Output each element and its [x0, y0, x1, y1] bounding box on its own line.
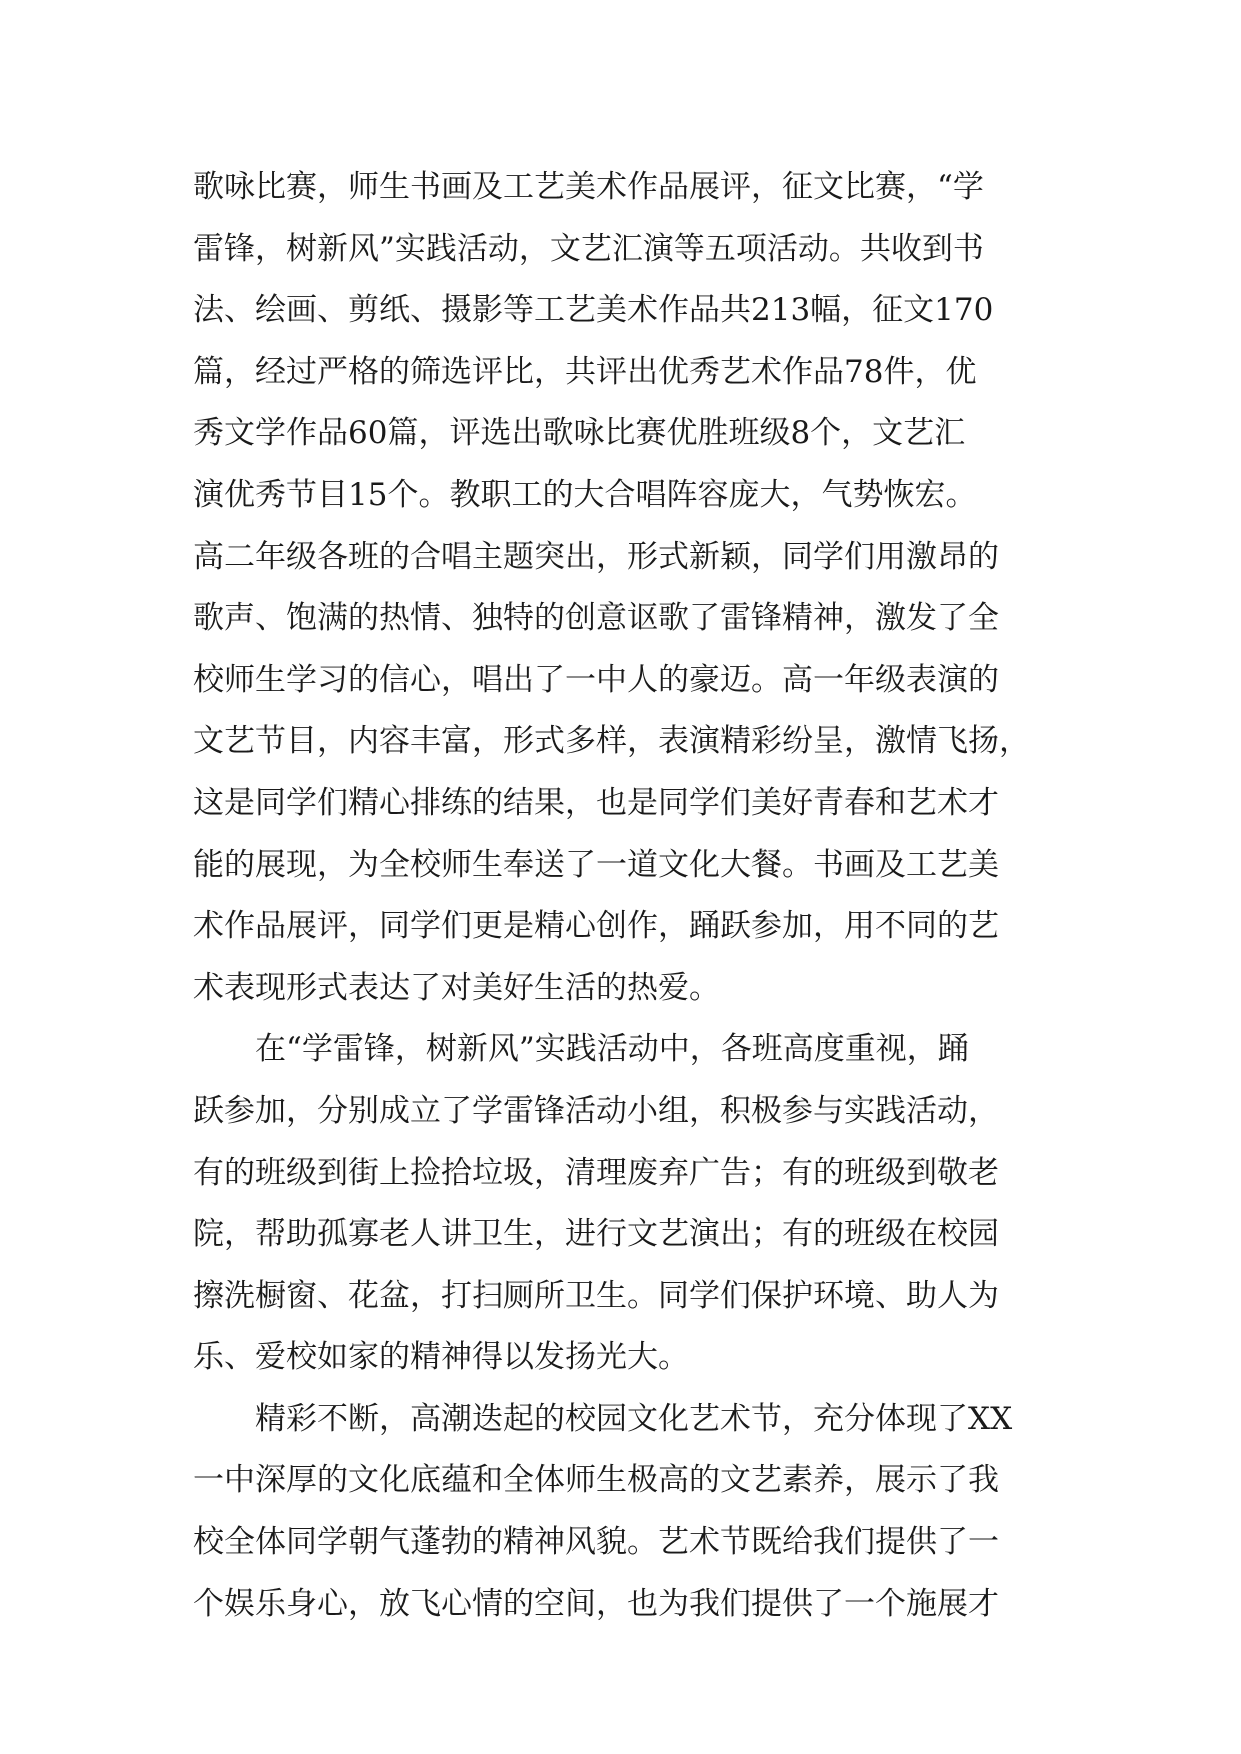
text-line: 雷锋，树新风”实践活动，文艺汇演等五项活动。共收到书	[193, 230, 984, 267]
text-line: 个娱乐身心，放飞心情的空间，也为我们提供了一个施展才	[193, 1585, 999, 1622]
text-line: 校全体同学朝气蓬勃的精神风貌。艺术节既给我们提供了一	[193, 1524, 999, 1561]
text-line: 歌咏比赛，师生书画及工艺美术作品展评，征文比赛，“学	[193, 169, 984, 205]
text-line: 法、绘画、剪纸、摄影等工艺美术作品共213幅，征文170	[193, 292, 994, 329]
text-line: 精彩不断，高潮迭起的校园文化艺术节，充分体现了XX	[255, 1400, 1013, 1437]
text-line: 这是同学们精心排练的结果，也是同学们美好青春和艺术才	[193, 784, 999, 821]
text-line: 校师生学习的信心，唱出了一中人的豪迈。高一年级表演的	[193, 661, 999, 698]
text-line: 演优秀节目15个。教职工的大合唱阵容庞大，气势恢宏。	[193, 476, 977, 513]
text-line: 乐、爱校如家的精神得以发扬光大。	[193, 1339, 689, 1376]
text-line: 文艺节目，内容丰富，形式多样，表演精彩纷呈，激情飞扬，	[193, 723, 1030, 760]
document-body	[193, 157, 1053, 1635]
text-line: 高二年级各班的合唱主题突出，形式新颖，同学们用激昂的	[193, 538, 999, 575]
text-line: 篇，经过严格的筛选评比，共评出优秀艺术作品78件，优	[193, 353, 977, 390]
text-line: 在“学雷锋，树新风”实践活动中，各班高度重视，踊	[255, 1031, 969, 1068]
text-line: 能的展现，为全校师生奉送了一道文化大餐。书画及工艺美	[193, 846, 999, 883]
text-line: 有的班级到街上捡拾垃圾，清理废弃广告；有的班级到敬老	[193, 1154, 999, 1191]
text-line: 术表现形式表达了对美好生活的热爱。	[193, 969, 720, 1006]
text-line: 擦洗橱窗、花盆，打扫厕所卫生。同学们保护环境、助人为	[193, 1277, 999, 1314]
text-line: 跃参加，分别成立了学雷锋活动小组，积极参与实践活动，	[193, 1092, 999, 1129]
text-line: 歌声、饱满的热情、独特的创意讴歌了雷锋精神，激发了全	[193, 600, 999, 637]
text-line: 一中深厚的文化底蕴和全体师生极高的文艺素养，展示了我	[193, 1462, 999, 1499]
text-line: 院，帮助孤寡老人讲卫生，进行文艺演出；有的班级在校园	[193, 1216, 999, 1253]
text-line: 术作品展评，同学们更是精心创作，踊跃参加，用不同的艺	[193, 908, 999, 945]
text-line: 秀文学作品60篇，评选出歌咏比赛优胜班级8个，文艺汇	[193, 415, 966, 452]
